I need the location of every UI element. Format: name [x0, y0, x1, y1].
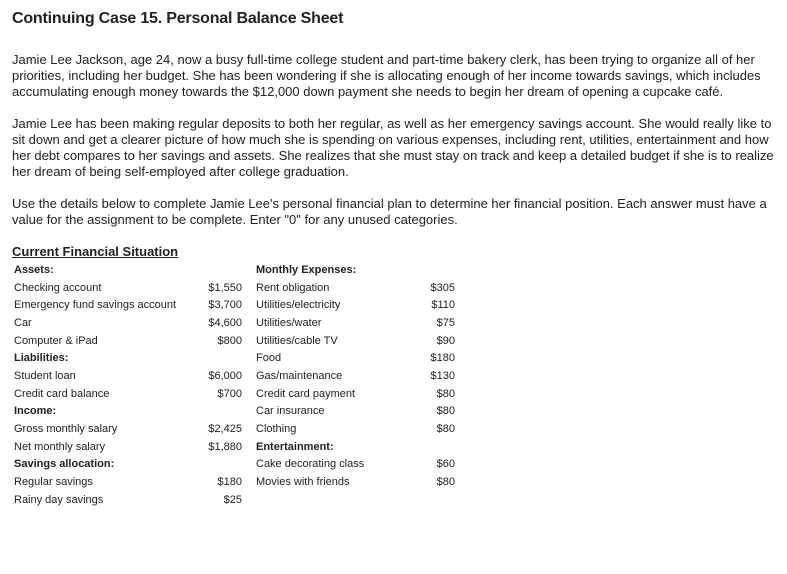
- expense-label: Rent obligation: [256, 281, 330, 294]
- expense-label: Movies with friends: [256, 476, 350, 489]
- expense-value: [406, 438, 455, 456]
- expense-value: $110: [431, 299, 455, 312]
- row-label: Rainy day savings: [14, 493, 104, 506]
- table-row: [12, 367, 455, 385]
- expense-label: Clothing: [256, 423, 297, 436]
- liabilities-heading: Liabilities:: [14, 352, 69, 365]
- expense-label: Utilities/electricity: [256, 299, 341, 312]
- table-row: [12, 279, 455, 297]
- income-heading: Income:: [14, 405, 57, 418]
- row-value: [190, 349, 242, 367]
- expense-value: $80: [436, 405, 455, 418]
- table-row: [12, 473, 455, 491]
- row-label: Student loan: [14, 369, 76, 382]
- expense-value: $80: [436, 476, 455, 489]
- expense-value: [406, 491, 455, 509]
- table-row: [12, 385, 455, 403]
- row-label: Computer & iPad: [14, 334, 98, 347]
- table-row: [12, 403, 455, 421]
- row-label: Net monthly salary: [14, 440, 106, 453]
- expense-value: $180: [430, 352, 455, 365]
- row-value: [190, 456, 242, 474]
- expense-label: [256, 491, 406, 509]
- table-row: [12, 314, 455, 332]
- row-value: $180: [217, 476, 242, 489]
- expense-value: $130: [430, 369, 455, 382]
- expense-value: $75: [436, 316, 455, 329]
- row-label: Car: [14, 316, 32, 329]
- row-label: Credit card balance: [14, 387, 110, 400]
- monthly-expenses-heading: Monthly Expenses:: [256, 263, 357, 276]
- table-row: [12, 332, 455, 350]
- row-label: Checking account: [14, 281, 102, 294]
- row-value: $800: [217, 334, 242, 347]
- row-value: $1,880: [208, 440, 242, 453]
- expense-label: Cake decorating class: [256, 458, 365, 471]
- expense-label: Food: [256, 352, 282, 365]
- expense-value: [406, 261, 455, 279]
- row-value: $1,550: [208, 281, 242, 294]
- financial-situation-table: [12, 261, 455, 509]
- table-row: [12, 438, 455, 456]
- savings-allocation-heading: Savings allocation:: [14, 458, 115, 471]
- row-label: Regular savings: [14, 476, 93, 489]
- expense-label: Utilities/water: [256, 316, 322, 329]
- document: [12, 10, 774, 509]
- row-value: $25: [223, 493, 242, 506]
- expense-value: $60: [436, 458, 455, 471]
- intro-paragraph: Jamie Lee Jackson, age 24, now a busy full-time college student and part-time bakery clerk, has been trying to organize all of her priorities, including her budget. She has been wondering if she is allocating enough of her income towards savings, which includes accumulating enough money towards the $12,000 down payment she needs to begin her dream of opening a cupcake café.: [12, 52, 761, 99]
- table-row: [12, 349, 455, 367]
- context-paragraph: Jamie Lee has been making regular deposits to both her regular, as well as her emergency savings account. She would really like to sit down and get a clearer picture of how much she is spending on various expenses, including rent, utilities, entertainment and how her debt compares to her savings and assets. She realizes that she must stay on track and keep a detailed budget if she is to realize her dream of being self-employed after college graduation.: [12, 116, 774, 179]
- table-row: [12, 420, 455, 438]
- expense-value: $90: [436, 334, 455, 347]
- table-row: [12, 261, 455, 279]
- row-label: Gross monthly salary: [14, 423, 118, 436]
- expense-value: $80: [436, 387, 455, 400]
- expense-value: $80: [436, 423, 455, 436]
- row-value: [190, 261, 242, 279]
- entertainment-heading: Entertainment:: [256, 440, 334, 453]
- row-value: $3,700: [208, 299, 242, 312]
- section-heading: Current Financial Situation: [12, 244, 179, 259]
- row-value: $6,000: [208, 369, 242, 382]
- expense-label: Utilities/cable TV: [256, 334, 338, 347]
- row-label: Emergency fund savings account: [14, 299, 177, 312]
- expense-label: Car insurance: [256, 405, 325, 418]
- table-row: [12, 491, 455, 509]
- page-title: Continuing Case 15. Personal Balance Sheet: [12, 10, 344, 27]
- row-value: $700: [217, 387, 242, 400]
- row-value: $4,600: [208, 316, 242, 329]
- expense-label: Gas/maintenance: [256, 369, 343, 382]
- expense-label: Credit card payment: [256, 387, 356, 400]
- row-value: $2,425: [208, 423, 242, 436]
- expense-value: $305: [430, 281, 455, 294]
- assets-heading: Assets:: [14, 263, 54, 276]
- table-row: [12, 456, 455, 474]
- instructions-paragraph: Use the details below to complete Jamie Lee's personal financial plan to determine her financial position. Each answer must have a value for the assignment to be complete. Enter "0" for any unused categories.: [12, 196, 767, 227]
- table-row: [12, 296, 455, 314]
- row-value: [190, 403, 242, 421]
